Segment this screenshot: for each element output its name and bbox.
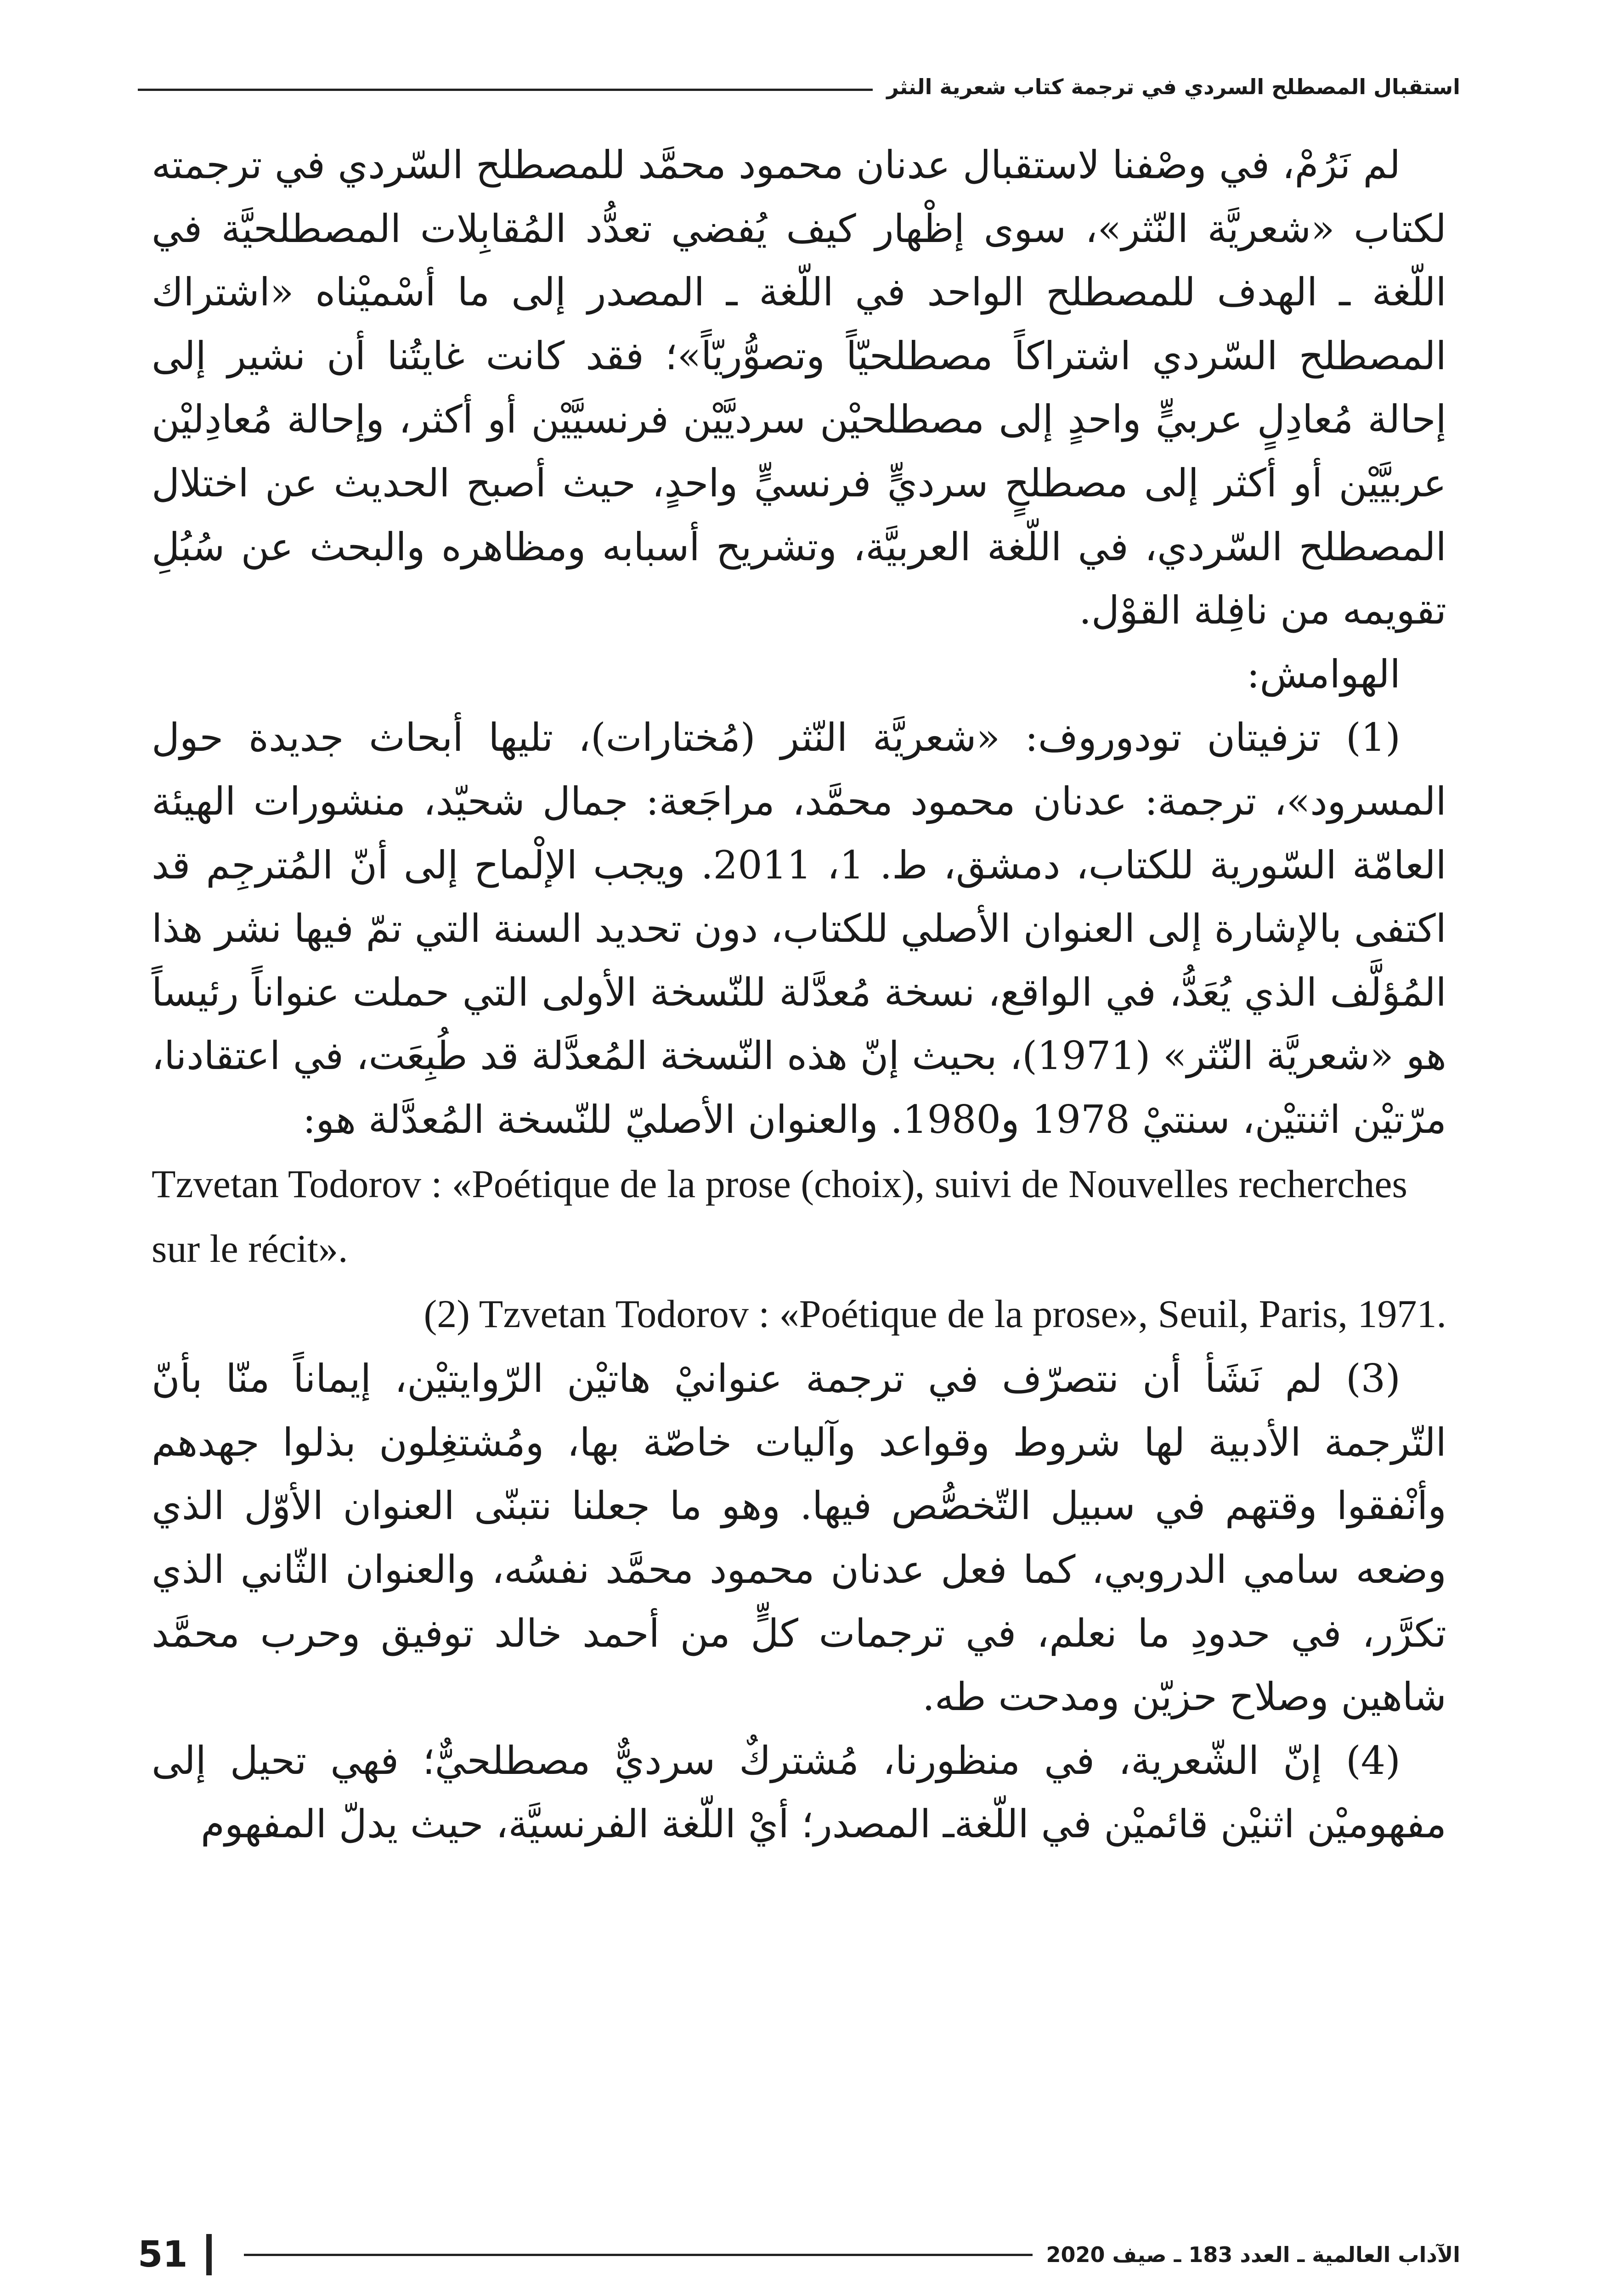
footnote-1-french-title: Tzvetan Todorov : «Poétique de la prose (choix), suivi de Nouvelles recherches sur le récit». — [152, 1161, 1407, 1271]
footer-rule — [244, 2254, 1033, 2256]
header-title: استقبال المصطلح السردي في ترجمة كتاب شعرية النثر — [887, 74, 1460, 99]
page-body — [152, 133, 1446, 1856]
footer-separator-bar — [206, 2234, 212, 2275]
footnote-2: (2) Tzvetan Todorov : «Poétique de la prose», Seuil, Paris, 1971. — [423, 1292, 1446, 1336]
running-header — [138, 44, 1460, 99]
header-rule — [138, 89, 873, 91]
body-paragraph: لم نَرُمْ، في وصْفنا لاستقبال عدنان محمود محمَّد للمصطلح السّردي في ترجمته لكتاب «شعريَّة النّثر»، سوى إظْهار كيف يُفضي تعدُّد المُقابِلات المصطلحيَّة في اللّغة ـ الهدف للمصطلح الواحد في اللّغة ـ المصدر إلى ما أسْميْناه «اشتراك المصطلح السّردي اشتراكاً مصطلحيّاً وتصوُّريّاً»؛ فقد كانت غايتُنا أن نشير إلى إحالة مُعادِلٍ عربيٍّ واحدٍ إلى مصطلحيْن سرديَّيْن فرنسيَّيْن أو أكثر، وإحالة مُعادِليْن عربيَّيْن أو أكثر إلى مصطلحٍ سرديٍّ فرنسيٍّ واحدٍ، حيث أصبح الحديث عن اختلال المصطلح السّردي، في اللّغة العربيَّة، وتشريح أسبابه ومظاهره والبحث عن سُبُلِ تقويمه من نافِلة القوْل. — [152, 142, 1446, 633]
footnote-4: (4) إنّ الشّعرية، في منظورنا، مُشتركٌ سرديٌّ مصطلحيٌّ؛ فهي تحيل إلى مفهوميْن اثنيْن قائميْن في اللّغةـ المصدر؛ أيْ اللّغة الفرنسيَّة، حيث يدلّ المفهوم — [152, 1738, 1446, 1847]
notes-heading: الهوامش: — [1247, 651, 1400, 697]
page-footer — [138, 2227, 1460, 2282]
footnote-3: (3) لم نَشَأ أن نتصرّف في ترجمة عنوانيْ هاتيْن الرّوايتيْن، إيماناً منّا بأنّ التّرجمة الأدبية لها شروط وقواعد وآليات خاصّة بها، ومُشتغِلون بذلوا جهدهم وأنْفقوا وقتهم في سبيل التّخصُّص فيها. وهو ما جعلنا نتبنّى العنوان الأوّل الذي وضعه سامي الدروبي، كما فعل عدنان محمود محمَّد نفسُه، والعنوان الثّاني الذي تكرَّر، في حدودِ ما نعلم، في ترجمات كلٍّ من أحمد خالد توفيق وحرب محمَّد شاهين وصلاح حزيّن ومدحت طه. — [152, 1356, 1446, 1720]
page-number: 51 — [138, 2234, 188, 2275]
footnote-1: (1) تزفيتان تودوروف: «شعريَّة النّثر (مُختارات)، تليها أبحاث جديدة حول المسرود»، ترجمة: عدنان محمود محمَّد، مراجَعة: جمال شحيّد، منشورات الهيئة العامّة السّورية للكتاب، دمشق، ط. 1، 2011. ويجب الإلْماح إلى أنّ المُترجِم قد اكتفى بالإشارة إلى العنوان الأصلي للكتاب، دون تحديد السنة التي تمّ فيها نشر هذا المُؤلَّف الذي يُعَدُّ، في الواقع، نسخة مُعدَّلة للنّسخة الأولى التي حملت عنواناً رئيساً هو «شعريَّة النّثر» (1971)، بحيث إنّ هذه النّسخة المُعدَّلة قد طُبِعَت، في اعتقادنا، مرّتيْن اثنتيْن، سنتيْ 1978 و1980. والعنوان الأصليّ للنّسخة المُعدَّلة هو: — [152, 715, 1447, 1142]
journal-issue-label: الآداب العالمية ـ العدد 183 ـ صيف 2020 — [1046, 2242, 1460, 2267]
